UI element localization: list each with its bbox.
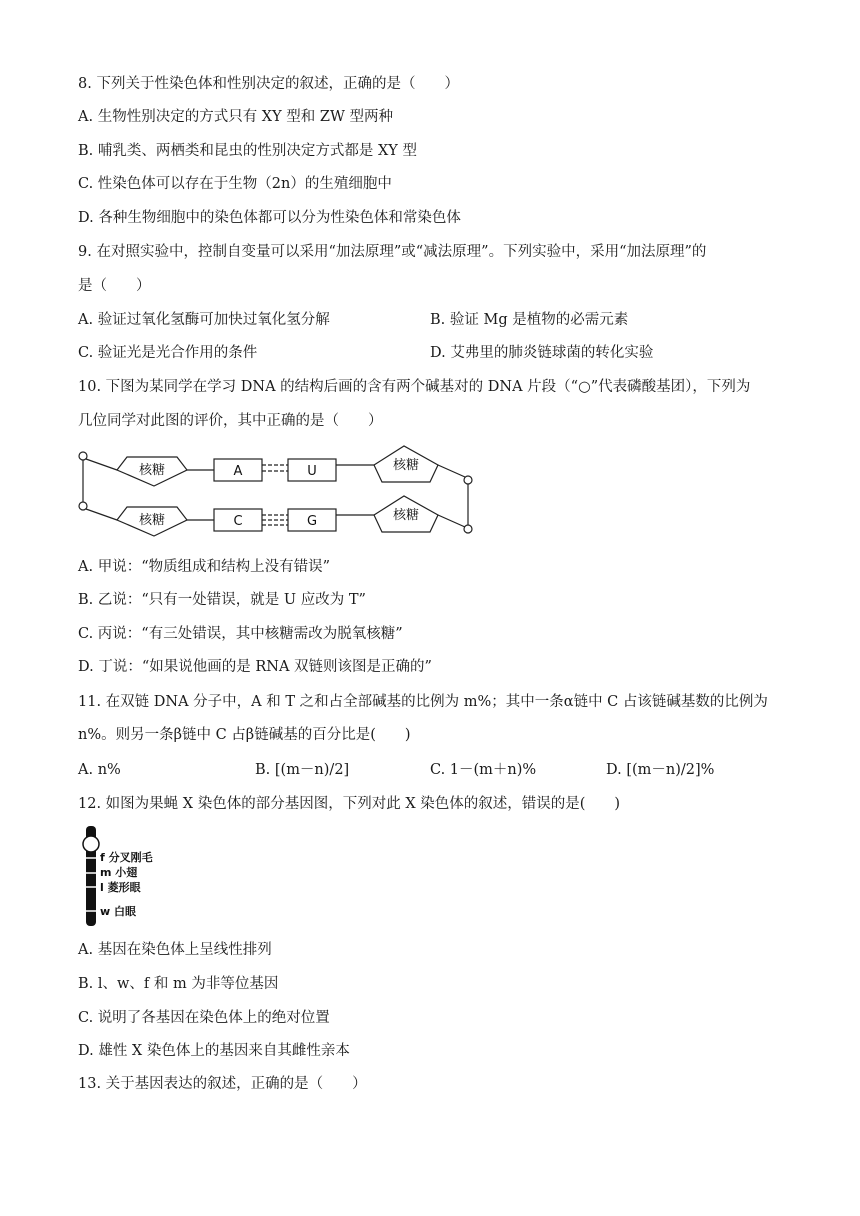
gene-label-w: w 白眼 bbox=[100, 905, 136, 918]
sugar-label: 核糖 bbox=[138, 513, 166, 528]
q10-stem-line1: 10. 下图为某同学在学习 DNA 的结构后画的含有两个碱基对的 DNA 片段（“○”代表磷酸基团），下列为 bbox=[78, 379, 751, 395]
phosphate-top-right bbox=[464, 476, 472, 484]
q12-option-a: A. 基因在染色体上呈线性排列 bbox=[78, 942, 272, 958]
q8-option-d: D. 各种生物细胞中的染色体都可以分为性染色体和常染色体 bbox=[78, 210, 461, 226]
q9-option-d: D. 艾弗里的肺炎链球菌的转化实验 bbox=[430, 345, 654, 361]
q12-option-d: D. 雄性 X 染色体上的基因来自其雌性亲本 bbox=[78, 1043, 350, 1059]
q9-stem-line2: 是（ ） bbox=[78, 278, 151, 294]
gene-label-f: f 分叉刚毛 bbox=[100, 851, 153, 864]
q11-stem-line1: 11. 在双链 DNA 分子中，A 和 T 之和占全部碱基的比例为 m%；其中一条α链中 C 占该链碱基数的比例为 bbox=[78, 694, 768, 710]
q10-option-c: C. 丙说：“有三处错误，其中核糖需改为脱氧核糖” bbox=[78, 626, 403, 642]
q11-option-d: D. [(m－n)/2]% bbox=[606, 762, 715, 778]
gene-label-l: l 菱形眼 bbox=[100, 881, 141, 894]
x-chromosome-gene-map bbox=[80, 824, 190, 928]
base-label-u: U bbox=[307, 464, 317, 479]
q9-option-c: C. 验证光是光合作用的条件 bbox=[78, 345, 258, 361]
base-label-c: C bbox=[233, 514, 243, 529]
q10-option-a: A. 甲说：“物质组成和结构上没有错误” bbox=[78, 559, 331, 575]
sugar-label: 核糖 bbox=[392, 508, 420, 523]
dna-fragment-diagram bbox=[74, 440, 480, 540]
centromere bbox=[83, 836, 99, 852]
base-label-a: A bbox=[233, 464, 243, 479]
q9-stem-line1: 9. 在对照实验中，控制自变量可以采用“加法原理”或“减法原理”。下列实验中，采用“加法原理”的 bbox=[78, 244, 707, 260]
phosphate-top-left bbox=[79, 452, 87, 460]
q9-option-a: A. 验证过氧化氢酶可加快过氧化氢分解 bbox=[78, 312, 330, 328]
q11-stem-line2: n%。则另一条β链中 C 占β链碱基的百分比是( ) bbox=[78, 727, 411, 743]
q9-option-b: B. 验证 Mg 是植物的必需元素 bbox=[430, 312, 629, 328]
base-label-g: G bbox=[306, 514, 318, 529]
q8-stem: 8. 下列关于性染色体和性别决定的叙述，正确的是（ ） bbox=[78, 76, 459, 92]
q12-option-b: B. l、w、f 和 m 为非等位基因 bbox=[78, 976, 279, 992]
q11-option-a: A. n% bbox=[78, 762, 121, 778]
gene-label-m: m 小翅 bbox=[100, 866, 138, 879]
q8-option-a: A. 生物性别决定的方式只有 XY 型和 ZW 型两种 bbox=[78, 109, 393, 125]
q12-stem: 12. 如图为果蝇 X 染色体的部分基因图，下列对此 X 染色体的叙述，错误的是( ) bbox=[78, 796, 621, 812]
q10-option-b: B. 乙说：“只有一处错误，就是 U 应改为 T” bbox=[78, 592, 366, 608]
q12-option-c: C. 说明了各基因在染色体上的绝对位置 bbox=[78, 1010, 330, 1026]
q8-option-b: B. 哺乳类、两栖类和昆虫的性别决定方式都是 XY 型 bbox=[78, 143, 417, 159]
sugar-label: 核糖 bbox=[138, 463, 166, 478]
q10-option-d: D. 丁说：“如果说他画的是 RNA 双链则该图是正确的” bbox=[78, 659, 432, 675]
phosphate-bottom-right bbox=[464, 525, 472, 533]
q8-option-c: C. 性染色体可以存在于生物（2n）的生殖细胞中 bbox=[78, 176, 392, 192]
q13-stem: 13. 关于基因表达的叙述，正确的是（ ） bbox=[78, 1076, 367, 1092]
q11-option-c: C. 1－(m＋n)% bbox=[430, 762, 537, 778]
q10-stem-line2: 几位同学对此图的评价，其中正确的是（ ） bbox=[78, 413, 383, 429]
q11-option-b: B. [(m－n)/2] bbox=[255, 762, 350, 778]
sugar-label: 核糖 bbox=[392, 458, 420, 473]
phosphate-bottom-left bbox=[79, 502, 87, 510]
